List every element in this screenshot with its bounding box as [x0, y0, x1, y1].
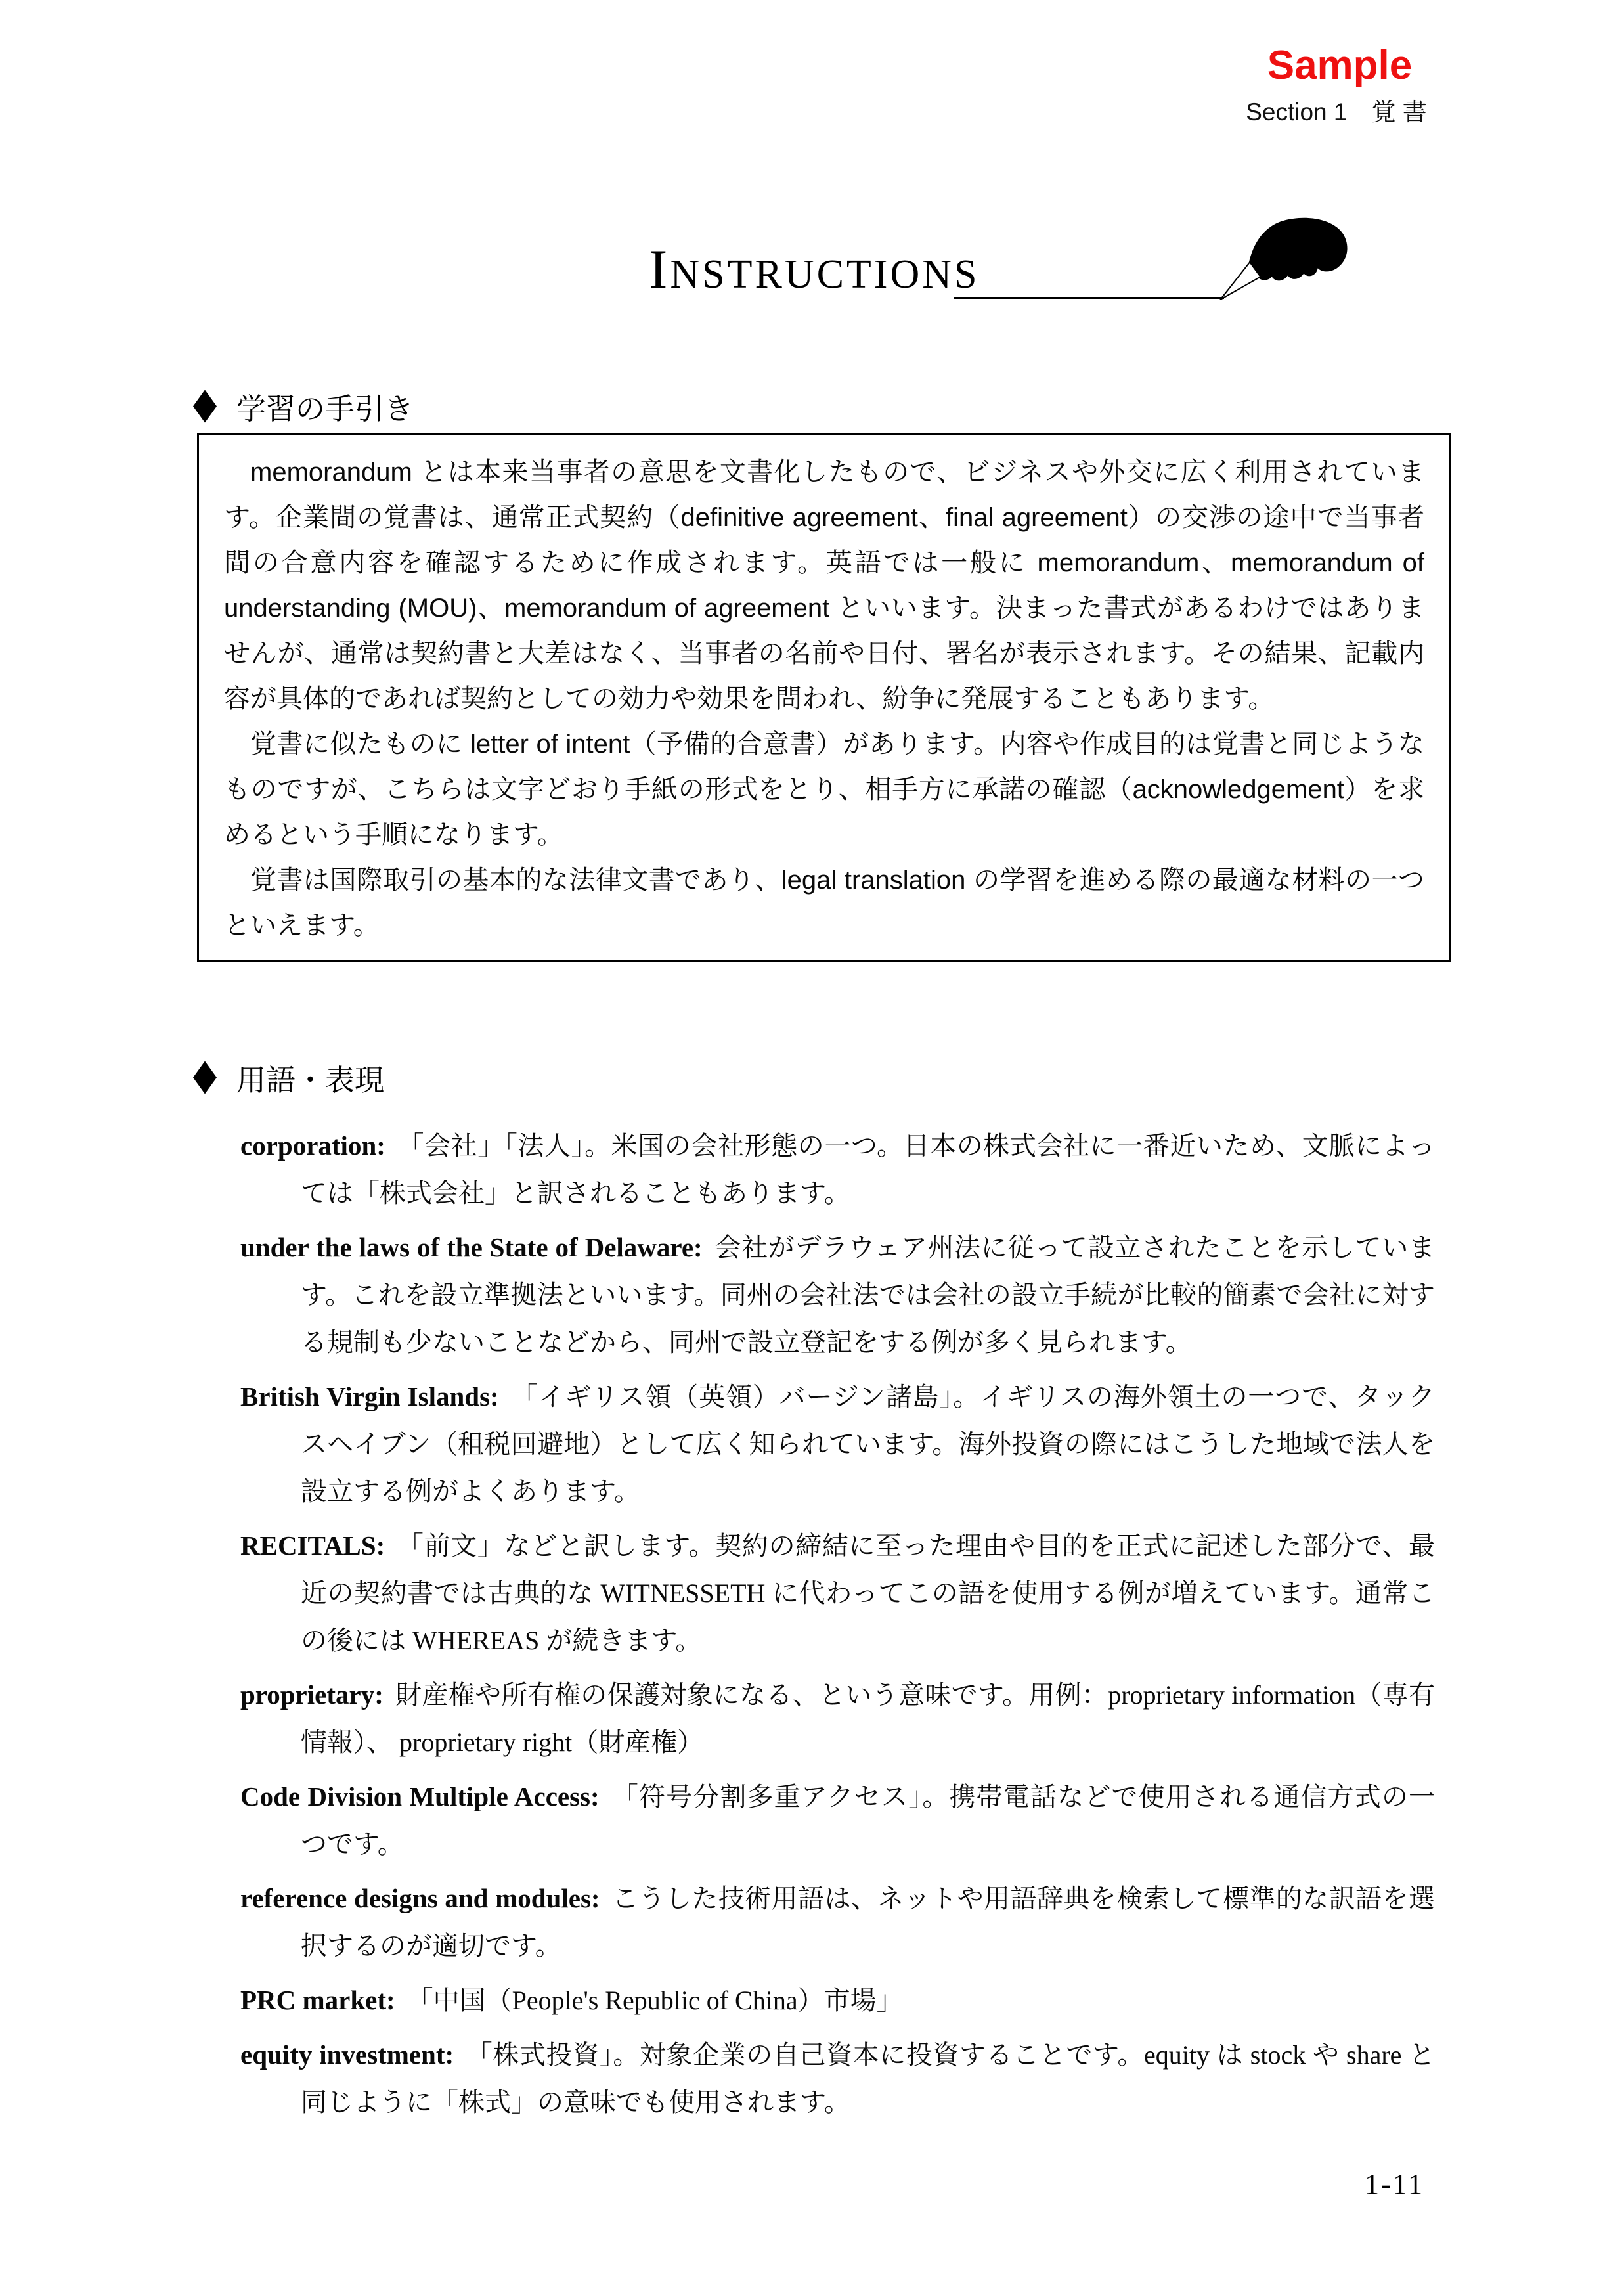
term-name: RECITALS: [240, 1530, 385, 1561]
term-entry [240, 1671, 1435, 1766]
term-definition: 財産権や所有権の保護対象になる、という意味です。用例：proprietary information（専有情報）、 proprietary right（財産権） [301, 1680, 1435, 1757]
term-name: reference designs and modules: [240, 1883, 600, 1913]
guide-paragraph: 覚書は国際取引の基本的な法律文書であり、legal translation の学習を進める際の最適な材料の一つといえます。 [224, 866, 1424, 940]
term-definition: 「前文」などと訳します。契約の締結に至った理由や目的を正式に記述した部分で、最近の契約書では古典的な WITNESSETH に代わってこの語を使用する例が増えています。通常この後には WHEREAS が続きます。 [301, 1531, 1435, 1655]
term-entry [240, 1976, 1435, 2024]
term-name: Code Division Multiple Access: [240, 1781, 600, 1811]
guide-paragraph: memorandum とは本来当事者の意思を文書化したもので、ビジネスや外交に広く利用されています。企業間の覚書は、通常正式契約（definitive agreement、final agreement）の交渉の途中で当事者間の合意内容を確認するために作成されます。英語では一般に memorandum、memorandum of understanding (MOU)、memorandum of agreement といいます。決まった書式があるわけではありませんが、通常は契約書と大差はなく、当事者の名前や日付、署名が表示されます。その結果、記載内容が具体的であれば契約としての効力や効果を問われ、紛争に発展することもあります。 [224, 458, 1424, 713]
page-number: 1-11 [1365, 2168, 1425, 2200]
term-entry [240, 1522, 1435, 1664]
page-title: INSTRUCTIONS [649, 238, 980, 300]
terms-heading [193, 1056, 384, 1099]
term-name: British Virgin Islands: [240, 1381, 499, 1411]
quill-feather-icon [1219, 215, 1353, 302]
terms-list [240, 1122, 1435, 2133]
guide-heading [193, 385, 414, 428]
term-name: corporation: [240, 1130, 385, 1161]
term-name: under the laws of the State of Delaware: [240, 1232, 703, 1262]
term-entry [240, 1122, 1435, 1217]
section-label: Section 1 覚 書 [1246, 99, 1427, 125]
term-definition: 会社がデラウェア州法に従って設立されたことを示しています。これを設立準拠法といいます。同州の会社法では会社の設立手続が比較的簡素で会社に対する規制も少ないことなどから、同州で設立登記をする例が多く見られます。 [301, 1233, 1435, 1357]
term-entry [240, 1773, 1435, 1868]
term-definition: 「符号分割多重アクセス」。携帯電話などで使用される通信方式の一つです。 [301, 1782, 1435, 1859]
term-definition: 「中国（People's Republic of China）市場」 [406, 1986, 903, 2015]
term-definition: 「イギリス領（英領）バージン諸島」。イギリスの海外領土の一つで、タックスヘイブン（租税回避地）として広く知られています。海外投資の際にはこうした地域で法人を設立する例がよくあります。 [301, 1382, 1435, 1506]
terms-heading-label: 用語・表現 [236, 1063, 385, 1097]
term-name: PRC market: [240, 1985, 395, 2015]
term-definition: こうした技術用語は、ネットや用語辞典を検索して標準的な訳語を選択するのが適切です。 [301, 1884, 1435, 1961]
term-name: equity investment: [240, 2039, 454, 2070]
guide-heading-label: 学習の手引き [236, 392, 414, 426]
term-entry [240, 1224, 1435, 1366]
guide-paragraph: 覚書に似たものに letter of intent（予備的合意書）があります。内容や作成目的は覚書と同じようなものですが、こちらは文字どおり手紙の形式をとり、相手方に承諾の確認（acknowledgement）を求めるという手順になります。 [224, 730, 1424, 849]
term-definition: 「会社」「法人」。米国の会社形態の一つ。日本の株式会社に一番近いため、文脈によっては「株式会社」と訳されることもあります。 [301, 1131, 1435, 1208]
diamond-bullet-icon [193, 390, 217, 423]
term-entry [240, 1875, 1435, 1970]
title-underline [954, 297, 1224, 299]
sample-watermark: Sample [1267, 43, 1413, 88]
term-entry [240, 2031, 1435, 2126]
term-entry [240, 1373, 1435, 1515]
term-name: proprietary: [240, 1679, 384, 1710]
term-definition: 「株式投資」。対象企業の自己資本に投資することです。equity は stock や share と同じように「株式」の意味でも使用されます。 [301, 2040, 1435, 2117]
diamond-bullet-icon [193, 1061, 217, 1094]
guide-box [197, 433, 1451, 962]
